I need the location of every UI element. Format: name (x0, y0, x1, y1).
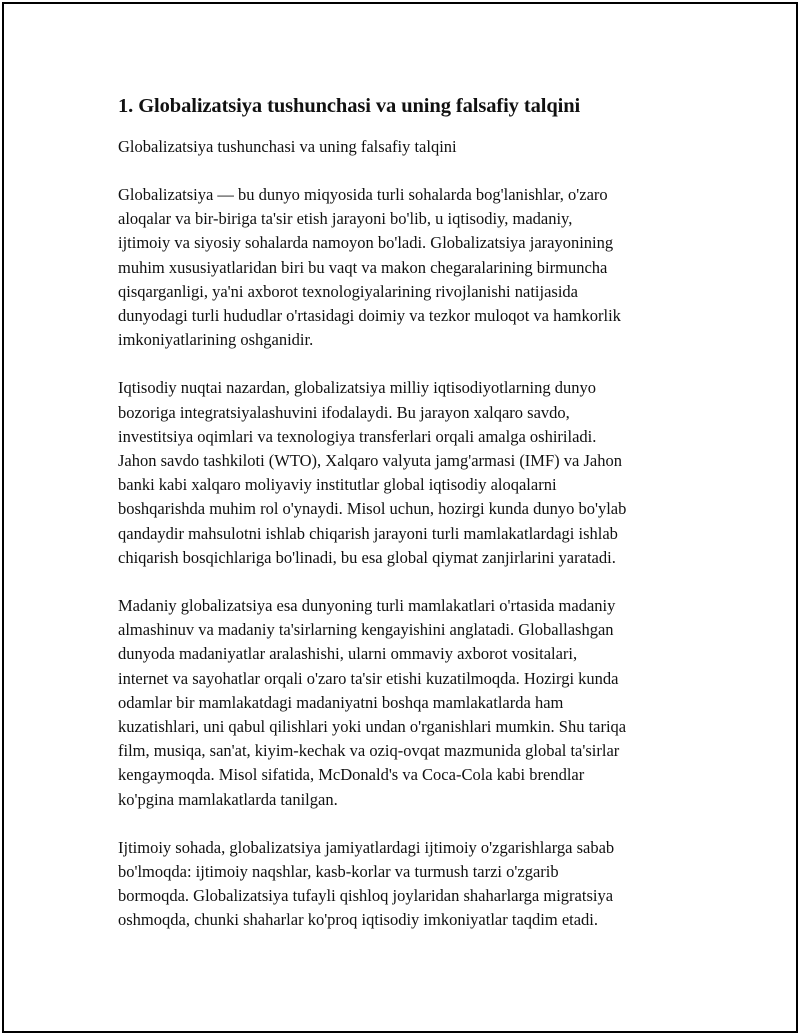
text-line: qisqarganligi, ya'ni axborot texnologiyalarining rivojlanishi natijasida (118, 281, 578, 301)
text-line: almashinuv va madaniy ta'sirlarning kengayishini anglatadi. Globallashgan (118, 620, 614, 640)
text-line: investitsiya oqimlari va texnologiya transferlari orqali amalga oshiriladi. (118, 426, 597, 446)
text-line: odamlar bir mamlakatdagi madaniyatni boshqa mamlakatlarda ham (118, 692, 564, 712)
text-line: kuzatishlari, uni qabul qilishlari yoki undan o'rganishlari mumkin. Shu tariqa (118, 717, 627, 737)
text-line: qandaydir mahsulotni ishlab chiqarish jarayoni turli mamlakatlardagi ishlab (118, 523, 618, 543)
text-line: Jahon savdo tashkiloti (WTO), Xalqaro valyuta jamg'armasi (IMF) va Jahon (118, 451, 622, 471)
text-line: bormoqda. Globalizatsiya tufayli qishloq joylaridan shaharlarga migratsiya (118, 886, 614, 906)
text-line: bozoriga integratsiyalashuvini ifodalaydi. Bu jarayon xalqaro savdo, (118, 402, 570, 422)
text-line: oshmoqda, chunki shaharlar ko'proq iqtisodiy imkoniyatlar taqdim etadi. (118, 910, 599, 930)
paragraph-economic-globalization (118, 376, 688, 570)
text-line: film, musiqa, san'at, kiyim-kechak va oziq-ovqat mazmunida global ta'sirlar (118, 741, 620, 761)
paragraph-cultural-globalization (118, 594, 688, 812)
text-line: ijtimoiy va siyosiy sohalarda namoyon bo'ladi. Globalizatsiya jarayonining (118, 233, 614, 253)
document-body (118, 92, 688, 933)
text-line: bo'lmoqda: ijtimoiy naqshlar, kasb-korlar va turmush tarzi o'zgarib (118, 862, 559, 882)
text-line: kengaymoqda. Misol sifatida, McDonald's va Coca-Cola kabi brendlar (118, 765, 585, 785)
text-line: Madaniy globalizatsiya esa dunyoning turli mamlakatlari o'rtasida madaniy (118, 596, 616, 616)
text-line: boshqarishda muhim rol o'ynaydi. Misol uchun, hozirgi kunda dunyo bo'ylab (118, 499, 627, 519)
text-line: ko'pgina mamlakatlarda tanilgan. (118, 789, 338, 809)
text-line: dunyodagi turli hududlar o'rtasidagi doimiy va tezkor muloqot va hamkorlik (118, 306, 621, 326)
document-heading: 1. Globalizatsiya tushunchasi va uning falsafiy talqini (118, 95, 581, 117)
text-line: Iqtisodiy nuqtai nazardan, globalizatsiya milliy iqtisodiyotlarning dunyo (118, 378, 596, 398)
text-line: chiqarish bosqichlariga bo'linadi, bu esa global qiymat zanjirlarini yaratadi. (118, 547, 616, 567)
text-line: imkoniyatlarining oshganidir. (118, 330, 314, 350)
document-subtitle: Globalizatsiya tushunchasi va uning falsafiy talqini (118, 137, 457, 156)
text-line: aloqalar va bir-biriga ta'sir etish jarayoni bo'lib, u iqtisodiy, madaniy, (118, 209, 573, 229)
text-line: Globalizatsiya — bu dunyo miqyosida turli sohalarda bog'lanishlar, o'zaro (118, 185, 608, 204)
text-line: internet va sayohatlar orqali o'zaro ta'sir etishi kuzatilmoqda. Hozirgi kunda (118, 668, 619, 688)
paragraph-social-globalization (118, 836, 688, 933)
text-line: muhim xususiyatlaridan biri bu vaqt va makon chegaralarining birmuncha (118, 257, 608, 277)
text-line: Ijtimoiy sohada, globalizatsiya jamiyatlardagi ijtimoiy o'zgarishlarga sabab (118, 837, 615, 857)
text-line: dunyoda madaniyatlar aralashishi, ularni ommaviy axborot vositalari, (118, 644, 578, 664)
paragraph-globalization-definition (118, 183, 688, 352)
text-line: banki kabi xalqaro moliyaviy institutlar global iqtisodiy aloqalarni (118, 475, 557, 495)
